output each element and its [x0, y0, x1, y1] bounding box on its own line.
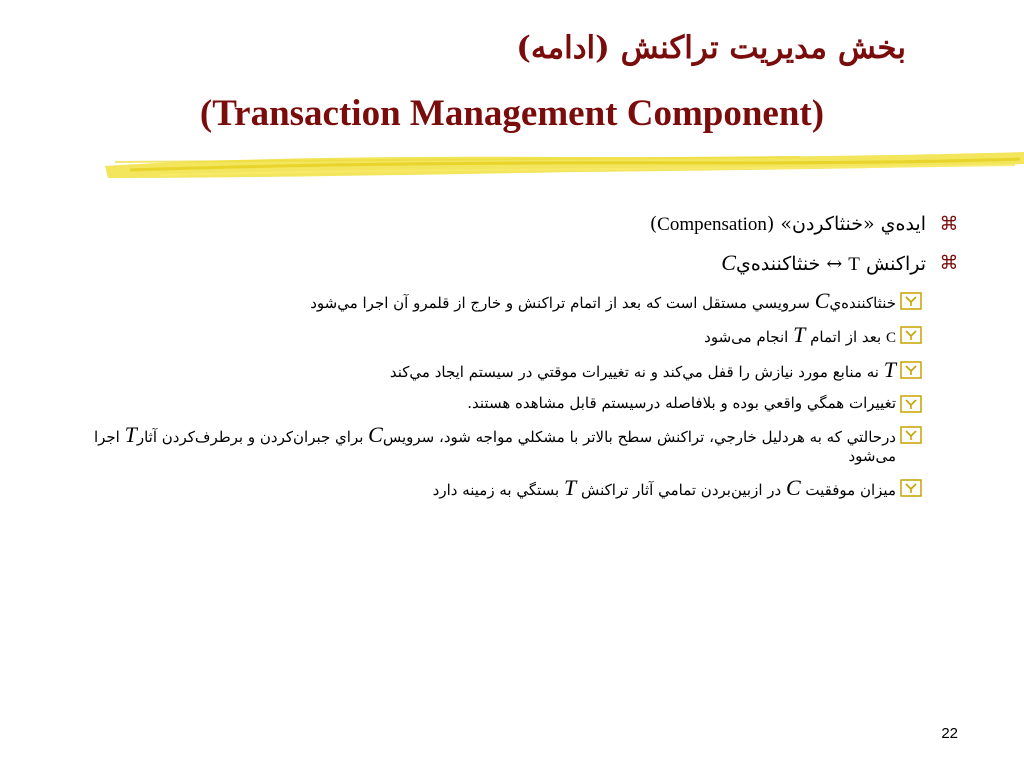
bullet-text-part: تغييرات همگي واقعي بوده و بلافاصله درسيستم قابل مشاهده هستند.	[467, 394, 896, 412]
bullet-item	[62, 357, 922, 382]
checkbox-y-icon	[900, 426, 922, 444]
checkbox-y-icon	[900, 395, 922, 413]
bullet-text-part: بعد از اتمام	[805, 328, 886, 346]
bullet-text-part: خنثاكننده‌ي	[829, 294, 896, 312]
bullet-text-part: T	[793, 322, 806, 347]
page-number: 22	[941, 725, 958, 742]
bullet-text-part: سرويسي مستقل است كه بعد از اتمام تراكنش و خارج از قلمرو آن اجرا مي‌شود	[310, 294, 815, 312]
bullet-text-part: بستگي به زمينه دارد	[432, 481, 564, 499]
bullet-text-part: C	[368, 422, 383, 447]
bullet-text-part: T	[124, 422, 137, 447]
bullet-text-part: تراكنش	[859, 253, 926, 275]
bullet-text-part: C	[885, 330, 896, 346]
command-bullet-icon: ⌘	[939, 213, 959, 235]
bullet-item	[62, 212, 962, 237]
bullet-item	[62, 422, 922, 466]
bullet-text	[467, 394, 896, 413]
bullet-text-part: ايده‌ي «خنثاكردن» (	[766, 213, 926, 235]
bullet-text-part: نه منابع مورد نيازش را قفل مي‌كند و نه تغييرات موقتي در سيستم ايجاد مي‌كند	[389, 363, 884, 381]
command-bullet-icon: ⌘	[939, 252, 959, 274]
bullet-text	[650, 212, 926, 237]
bullet-text	[432, 475, 896, 500]
slide-title-english: (Transaction Management Component)	[199, 93, 825, 134]
bullet-text-part: در ازبين‌بردن تمامي آثار تراكنش	[576, 481, 786, 499]
checkbox-y-icon	[900, 326, 922, 344]
bullet-item	[62, 288, 922, 313]
bullet-text-part: )	[649, 213, 658, 235]
bullet-item	[62, 322, 922, 348]
slide-title-persian: بخش مديريت تراكنش (ادامه)	[516, 30, 906, 66]
bullet-item	[62, 251, 962, 277]
bullet-text-part: Compensation	[657, 214, 767, 235]
checkbox-y-icon	[900, 292, 922, 310]
checkbox-y-icon	[900, 479, 922, 497]
highlighter-stroke	[100, 148, 1024, 186]
checkbox-y-icon	[900, 361, 922, 379]
bullet-text-part: براي جبران‌كردن و برطرف‌كردن آثار	[136, 428, 369, 446]
bullet-text-part: T	[883, 357, 896, 382]
bullet-text	[310, 288, 896, 313]
bullet-text-part: C	[814, 288, 830, 313]
bullet-text-part: T	[563, 475, 577, 500]
bullet-text	[389, 357, 896, 382]
bullet-text-part: درحالتي كه به هردليل خارجي، تراكنش سطح بالاتر با مشكلي مواجه شود، سرويس	[382, 428, 896, 446]
bullet-text-part: T	[848, 254, 860, 275]
bullet-text	[704, 322, 896, 348]
bullet-text-part: C	[721, 250, 736, 275]
bullet-text-part: اجرا مى‌شود	[93, 428, 896, 465]
bullet-text-part: ميزان موفقيت	[800, 481, 896, 499]
bullet-item	[62, 475, 922, 500]
bullet-item	[62, 394, 922, 413]
bullet-text-part: C	[785, 475, 801, 500]
bullet-text	[721, 251, 926, 277]
bullet-text-part: ↔	[820, 253, 849, 275]
bullet-text-part: انجام مى‌شود	[704, 328, 794, 346]
bullet-text-part: خنثاكننده‌ي	[735, 253, 821, 275]
bullet-text	[62, 422, 896, 466]
bullet-list	[62, 212, 962, 512]
